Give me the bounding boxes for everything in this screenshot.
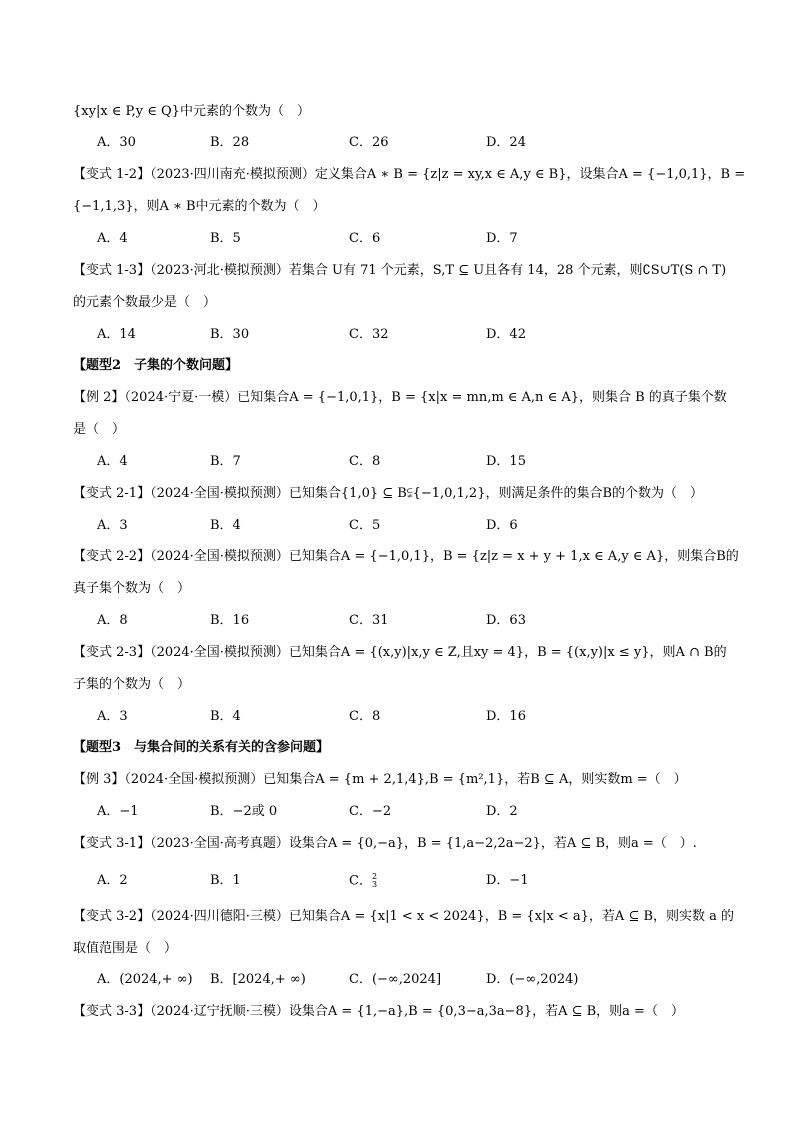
option-a: A．4	[97, 454, 128, 469]
question-text: 【变式 2-2】（2024·全国·模拟预测）已知集合A = {−1,0,1}，B = {z|z = x + y + 1,x ∈ A,y ∈ A}，则集合B的	[73, 549, 739, 564]
question-text: 【变式 3-3】（2024·辽宁抚顺·三模）设集合A = {1,−a},B = {0,3−a,3a−8}，若A ⊆ B，则a =（ ）	[73, 1004, 684, 1019]
option-c: C．6	[349, 231, 381, 246]
option-d: D．42	[486, 327, 526, 342]
option-d: D．15	[486, 454, 526, 469]
option-a: A．14	[97, 327, 136, 342]
option-c: C．−2	[349, 804, 392, 819]
option-c: C．5	[349, 518, 381, 533]
question-text: 取值范围是（ ）	[73, 941, 178, 956]
fraction-denominator: 3	[371, 880, 378, 889]
question-text: {xy|x ∈ P,y ∈ Q}中元素的个数为（ ）	[73, 104, 310, 119]
option-a: A．4	[97, 231, 128, 246]
option-a: A．8	[97, 613, 128, 628]
option-c: C．8	[349, 454, 381, 469]
question-text: 【例 2】（2024·宁夏·一模）已知集合A = {−1,0,1}，B = {x|x = mn,m ∈ A,n ∈ A}，则集合 B 的真子集个数	[73, 390, 727, 405]
question-text: {−1,1,3}，则A ∗ B中元素的个数为（ ）	[73, 199, 326, 214]
question-text: 真子集个数为（ ）	[73, 581, 191, 596]
option-b: B．−2或 0	[210, 804, 278, 819]
section-heading: 【题型3 与集合间的关系有关的含参问题】	[73, 740, 330, 755]
option-c: C．8	[349, 709, 381, 724]
fraction	[372, 873, 377, 889]
option-d: D．24	[486, 135, 526, 150]
option-a: A．3	[97, 518, 128, 533]
question-text: 【变式 3-2】（2024·四川德阳·三模）已知集合A = {x|1 < x < 2024}，B = {x|x < a}，若A ⊆ B，则实数 a 的	[73, 909, 735, 924]
option-c: C．31	[349, 613, 389, 628]
option-a: A．(2024,+ ∞)	[97, 972, 193, 987]
option-b: B．4	[210, 709, 241, 724]
option-b: B．4	[210, 518, 241, 533]
option-a: A．−1	[97, 804, 139, 819]
option-b: B．1	[210, 873, 241, 888]
question-text: 是（ ）	[73, 422, 126, 437]
option-c: C．(−∞,2024]	[349, 972, 442, 987]
question-text: 【变式 1-3】（2023·河北·模拟预测）若集合 U有 71 个元素，S,T ⊆ U且各有 14，28 个元素，则∁S∪T(S ∩ T)	[73, 263, 727, 278]
section-heading: 【题型2 子集的个数问题】	[73, 358, 239, 373]
option-c	[349, 873, 377, 890]
option-b: B．30	[210, 327, 250, 342]
option-d: D．(−∞,2024)	[486, 972, 579, 987]
option-a: A．2	[97, 873, 128, 888]
option-d: D．63	[486, 613, 526, 628]
question-text: 【变式 1-2】（2023·四川南充·模拟预测）定义集合A ∗ B = {z|z = xy,x ∈ A,y ∈ B}，设集合A = {−1,0,1}，B =	[73, 167, 746, 182]
question-text: 【变式 3-1】（2023·全国·高考真题）设集合A = {0,−a}，B = {1,a−2,2a−2}，若A ⊆ B，则a =（ ）.	[73, 836, 697, 851]
question-text: 子集的个数为（ ）	[73, 677, 191, 692]
option-b: B．7	[210, 454, 241, 469]
option-d: D．7	[486, 231, 518, 246]
option-d: D．6	[486, 518, 518, 533]
option-c-label: C．	[349, 873, 372, 889]
option-a: A．30	[97, 135, 136, 150]
option-b: B．5	[210, 231, 241, 246]
option-d: D．16	[486, 709, 526, 724]
question-text: 【变式 2-1】（2024·全国·模拟预测）已知集合{1,0} ⊆ B⫋{−1,0,1,2}，则满足条件的集合B的个数为（ ）	[73, 486, 704, 501]
option-b: B．28	[210, 135, 250, 150]
option-d: D．−1	[486, 873, 529, 888]
fraction-numerator: 2	[371, 872, 378, 881]
option-c: C．32	[349, 327, 389, 342]
question-text: 【例 3】（2024·全国·模拟预测）已知集合A = {m + 2,1,4},B = {m²,1}，若B ⊆ A，则实数m =（ ）	[73, 772, 687, 787]
question-text: 【变式 2-3】（2024·全国·模拟预测）已知集合A = {(x,y)|x,y ∈ Z,且xy = 4}，B = {(x,y)|x ≤ y}，则A ∩ B的	[73, 645, 727, 660]
option-b: B．[2024,+ ∞)	[210, 972, 306, 987]
option-d: D．2	[486, 804, 518, 819]
option-c: C．26	[349, 135, 389, 150]
option-b: B．16	[210, 613, 250, 628]
question-text: 的元素个数最少是（ ）	[73, 295, 217, 310]
option-a: A．3	[97, 709, 128, 724]
